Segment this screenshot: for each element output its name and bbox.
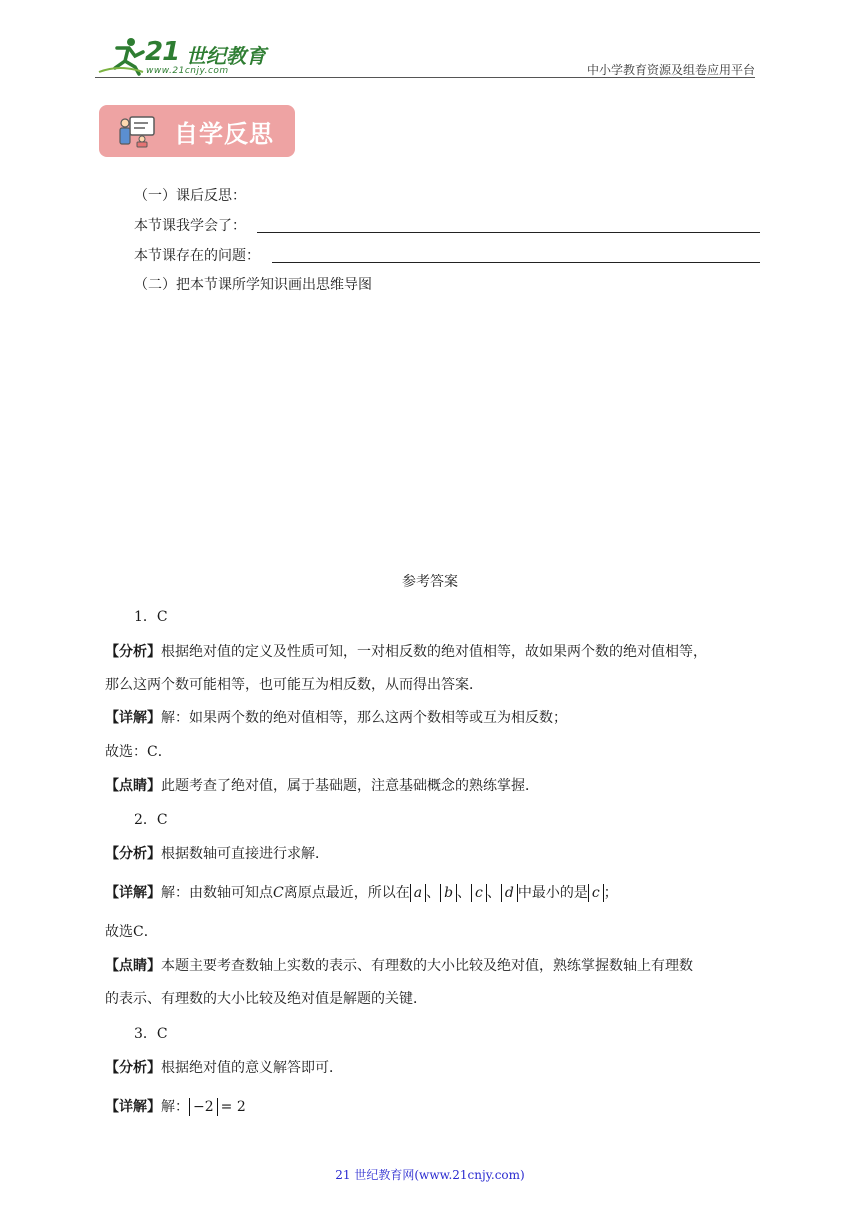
q2-detail (105, 883, 618, 903)
q2-analysis-text: 根据数轴可直接进行求解． (161, 846, 329, 862)
q3-number: 3．C (134, 1026, 168, 1042)
header-tagline: 中小学教育资源及组卷应用平台 (586, 63, 755, 77)
separator: 、 (426, 885, 441, 901)
q3-detail (105, 1097, 246, 1117)
q2-detail-mid: 离原点最近，所以在 (283, 885, 410, 901)
q2-number: 2．C (134, 812, 168, 828)
q2-choice: 故选C． (105, 924, 158, 940)
q2-analysis (105, 844, 329, 864)
q1-analysis-text1: 根据绝对值的定义及性质可知，一对相反数的绝对值相等，故如果两个数的绝对值相等， (161, 644, 707, 660)
reflection-part1: （一）课后反思： (134, 188, 246, 204)
q2-comment-line1 (105, 956, 693, 976)
analysis-tag: 【分析】 (105, 846, 161, 862)
abs-c: c (471, 884, 487, 902)
analysis-tag: 【分析】 (105, 1060, 161, 1076)
study-board-icon (118, 114, 156, 148)
q3-result: = 2 (220, 1099, 246, 1115)
answers-title: 参考答案 (402, 574, 458, 590)
comment-tag: 【点睛】 (105, 778, 161, 794)
logo-url: www.21cnjy.com (146, 66, 229, 76)
q1-analysis-line2: 那么这两个数可能相等，也可能互为相反数，从而得出答案． (105, 677, 483, 693)
abs-d: d (501, 884, 518, 902)
q1-comment (105, 776, 539, 796)
q1-detail-text: 解：如果两个数的绝对值相等，那么这两个数相等或互为相反数； (161, 710, 567, 726)
q1-detail (105, 708, 567, 728)
detail-tag: 【详解】 (105, 885, 161, 901)
q2-detail-post: 中最小的是 (517, 885, 588, 901)
q1-number: 1．C (134, 609, 168, 625)
reflection-problems-label: 本节课存在的问题： (134, 248, 260, 264)
analysis-tag: 【分析】 (105, 644, 161, 660)
q3-analysis (105, 1058, 343, 1078)
abs-expression: −2 (189, 1098, 218, 1116)
q2-comment-text1: 本题主要考查数轴上实数的表示、有理数的大小比较及绝对值，熟练掌握数轴上有理数 (161, 958, 693, 974)
q1-comment-text: 此题考查了绝对值，属于基础题，注意基础概念的熟练掌握． (161, 778, 539, 794)
logo-text: 世纪教育 (186, 44, 266, 68)
q1-choice: 故选：C． (105, 744, 172, 760)
q3-analysis-text: 根据绝对值的意义解答即可． (161, 1060, 343, 1076)
point-c: C (273, 885, 284, 901)
detail-tag: 【详解】 (105, 1099, 161, 1115)
separator: 、 (457, 885, 472, 901)
problems-answer-line (272, 262, 760, 263)
q2-detail-pre: 解：由数轴可知点 (161, 885, 273, 901)
q1-analysis-line1 (105, 642, 707, 662)
abs-b: b (440, 884, 457, 902)
logo-number: 21 (145, 37, 180, 67)
footer-text[interactable]: 21 世纪教育网(www.21cnjy.com) (335, 1168, 525, 1182)
q2-comment-line2: 的表示、有理数的大小比较及绝对值是解题的关键． (105, 991, 427, 1007)
header-divider (95, 77, 755, 78)
comment-tag: 【点睛】 (105, 958, 161, 974)
reflection-part2: （二）把本节课所学知识画出思维导图 (134, 277, 372, 293)
q3-detail-pre: 解： (161, 1099, 189, 1115)
detail-tag: 【详解】 (105, 710, 161, 726)
learned-answer-line (257, 232, 760, 233)
separator: 、 (486, 885, 501, 901)
q2-detail-end: ； (603, 885, 618, 901)
banner-title: 自学反思 (174, 120, 274, 148)
reflection-learned-label: 本节课我学会了： (134, 218, 246, 234)
abs-a: a (410, 884, 426, 902)
abs-answer: c (588, 884, 604, 902)
